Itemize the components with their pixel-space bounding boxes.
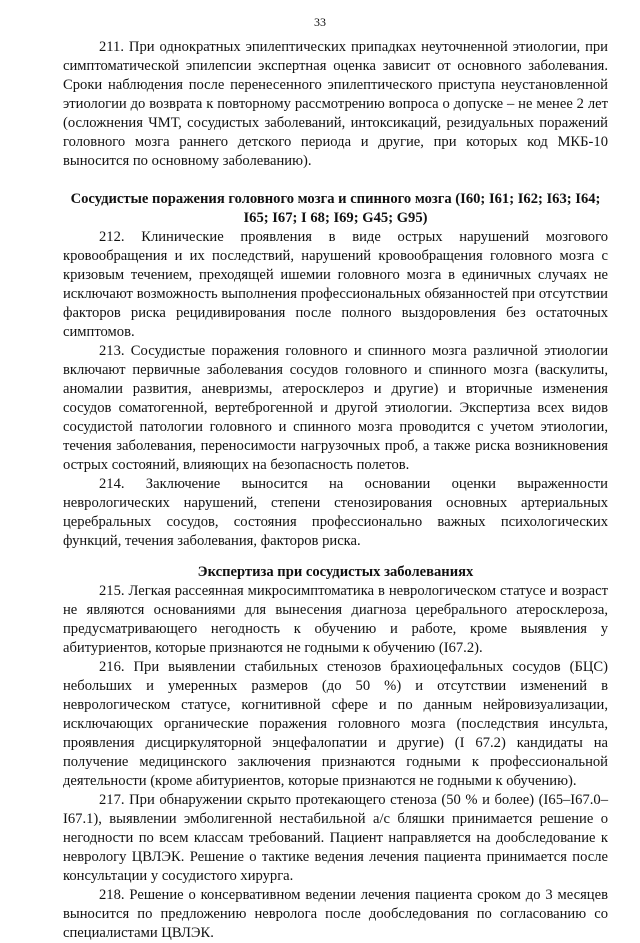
section-heading-vascular-lesions: Сосудистые поражения головного мозга и спинного мозга (I60; I61; I62; I63; I64; I65; I67; I 68; I69; G45; G95)	[70, 191, 601, 226]
paragraph-216: 216. При выявлении стабильных стенозов брахиоцефальных сосудов (БЦС) небольших и умеренных размеров (до 50 %) и отсутствии изменений в неврологическом статусе, когнитивной сфере и по данным нейровизуализации, исключающих органические поражения головного мозга (последствия инсульта, проявления дисциркуляторной энцефалопатии и другие) (I 67.2) кандидаты на получение медицинского заключения признаются годными к профессиональной деятельности (кроме абитуриентов, которые признаются не годными к обучению).	[63, 659, 608, 789]
paragraph-213: 213. Сосудистые поражения головного и спинного мозга различной этиологии включают первичные заболевания сосудов головного и спинного мозга (васкулиты, аномалии развития, аневризмы, атеросклероз и другие) и вторичные изменения сосудов соматогенной, вертеброгенной и другой этиологии. Экспертиза всех видов сосудистой патологии головного и спинного мозга проводится с учетом этиологии, течения заболевания, переносимости нагрузочных проб, а также риска возникновения острых состояний, влияющих на безопасность полетов.	[63, 343, 608, 473]
section-heading-vascular-expertise: Экспертиза при сосудистых заболеваниях	[197, 564, 474, 580]
paragraph-218: 218. Решение о консервативном ведении лечения пациента сроком до 3 месяцев выносится по предложению невролога после дообследования по согласованию со специалистами ЦВЛЭК.	[63, 887, 608, 941]
paragraph-212: 212. Клинические проявления в виде острых нарушений мозгового кровообращения и их последствий, нарушений кровообращения головного мозга с кризовым течением, преходящей ишемии головного мозга в единичных случаях не исключают возможность выполнения профессиональных обязанностей при отсутствии факторов риска рецидивирования после полного выздоровления без остаточных симптомов.	[63, 229, 608, 340]
page-number: 33	[314, 15, 326, 29]
paragraph-215: 215. Легкая рассеянная микросимптоматика в неврологическом статусе и возраст не являются основаниями для вынесения диагноза церебрального атеросклероза, предусматривающего негодность к обучению и работе, кроме выявления у абитуриентов, которые признаются не годными к обучению (I67.2).	[63, 583, 608, 656]
paragraph-217: 217. При обнаружении скрыто протекающего стеноза (50 % и более) (I65–I67.0–I67.1), выявлении эмболигенной нестабильной а/с бляшки принимается решение о негодности по всем классам требований. Пациент направляется на дообследование к неврологу ЦВЛЭК. Решение о тактике ведения лечения пациента принимается после консультации у сосудистого хирурга.	[63, 792, 608, 884]
document-body	[63, 38, 608, 943]
paragraph-214: 214. Заключение выносится на основании оценки выраженности неврологических нарушений, степени стенозирования основных артериальных церебральных сосудов, состояния профессионально важных психологических функций, течения заболевания, факторов риска.	[63, 476, 608, 549]
paragraph-211: 211. При однократных эпилептических припадках неуточненной этиологии, при симптоматической эпилепсии экспертная оценка зависит от основного заболевания. Сроки наблюдения после перенесенного эпилептического приступа неустановленной этиологии до возврата к повторному рассмотрению вопроса о допуске – не менее 2 лет (осложнения ЧМТ, сосудистых заболеваний, интоксикаций, резидуальных поражений головного мозга раннего детского периода и другие, при которых код МКБ-10 выносится по основному заболеванию).	[63, 39, 608, 169]
